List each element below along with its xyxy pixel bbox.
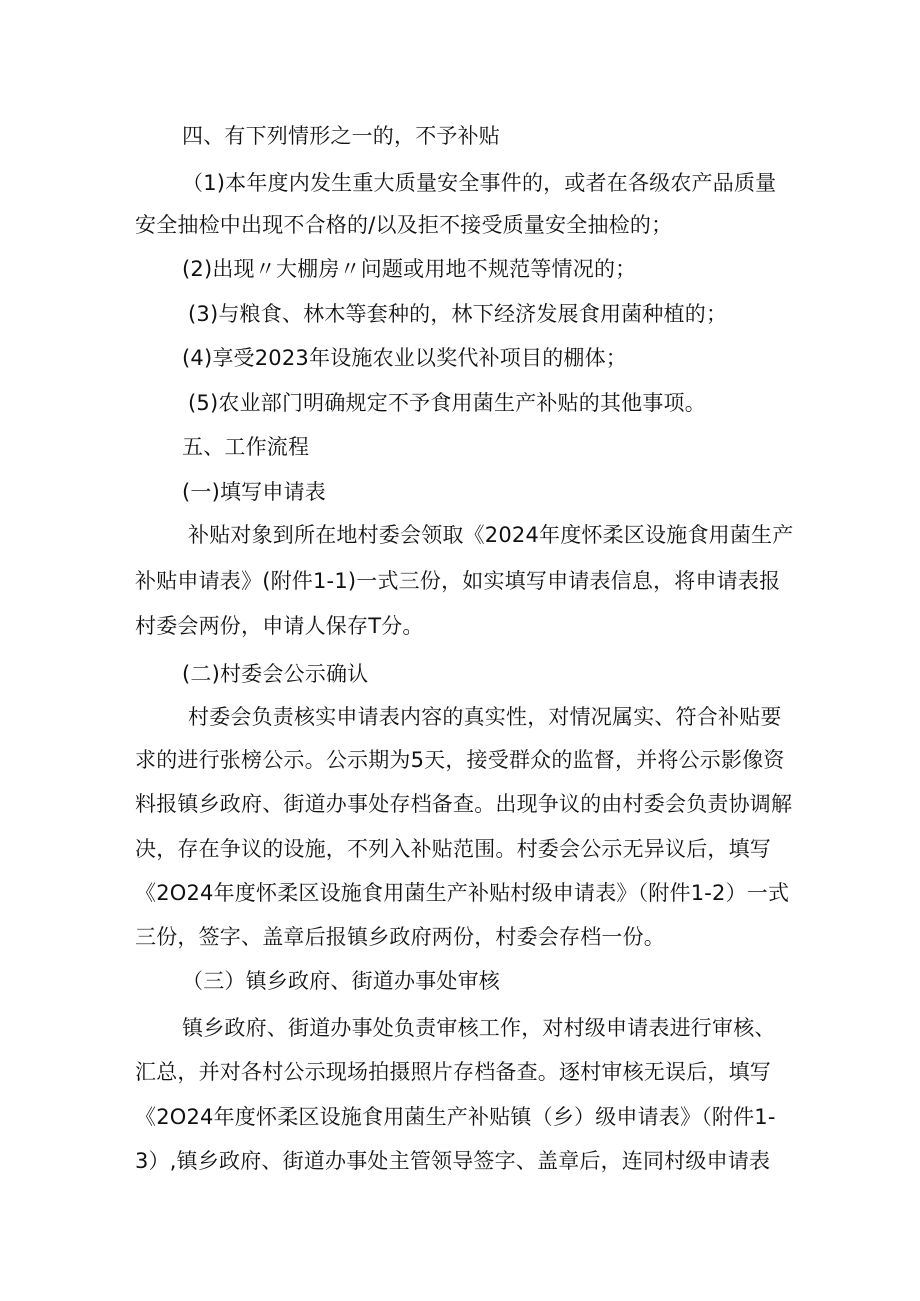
paragraph-line: 安全抽检中出现不合格的/以及拒不接受质量安全抽检的； <box>135 213 673 237</box>
paragraph-line: 料报镇乡政府、街道办事处存档备查。出现争议的由村委会负责协调解 <box>135 792 793 816</box>
paragraph-line: 补贴对象到所在地村委会领取《2024年度怀柔区设施食用菌生产 <box>188 523 794 547</box>
section-heading-4: 四、有下列情形之一的，不予补贴 <box>182 124 500 148</box>
paragraph-line: （1)本年度内发生重大质量安全事件的，或者在各级农产品质量 <box>182 171 777 195</box>
paragraph-line: (4)享受2023年设施农业以奖代补项目的棚体； <box>182 346 627 370</box>
subsection-heading: (二)村委会公示确认 <box>182 662 369 686</box>
paragraph-line: 求的进行张榜公示。公示期为5天，接受群众的监督，并将公示影像资 <box>135 748 785 772</box>
paragraph-line: 决，存在争议的设施，不列入补贴范围。村委会公示无异议后，填写 <box>135 837 771 861</box>
subsection-heading: （三）镇乡政府、街道办事处审核 <box>182 969 500 993</box>
paragraph-line: 《2O24年度怀柔区设施食用菌生产补贴镇（乡）级申请表》（附件1- <box>135 1105 776 1129</box>
paragraph-line: 3）,镇乡政府、街道办事处主管领导签字、盖章后，连同村级申请表 <box>135 1149 771 1173</box>
paragraph-line: 《2O24年度怀柔区设施食用菌生产补贴村级申请表》（附件1-2）一式 <box>135 881 790 905</box>
paragraph-line: 补贴申请表》(附件1-1)一式三份，如实填写申请表信息，将申请表报 <box>135 569 781 593</box>
paragraph-line: (3)与粮食、林木等套种的，林下经济发展食用菌种植的； <box>188 302 728 326</box>
paragraph-line: 镇乡政府、街道办事处负责审核工作，对村级申请表进行审核、 <box>182 1016 776 1040</box>
paragraph-line: (5)农业部门明确规定不予食用菌生产补贴的其他事项。 <box>188 391 706 415</box>
section-heading-5: 五、工作流程 <box>182 435 310 459</box>
subsection-heading: (一)填写申请表 <box>182 480 326 504</box>
paragraph-line: 三份，签字、盖章后报镇乡政府两份，村委会存档一份。 <box>135 925 665 949</box>
paragraph-line: 村委会两份，申请人保存T分。 <box>135 614 424 638</box>
paragraph-line: (2)出现〃大棚房〃问题或用地不规范等情况的； <box>182 257 637 281</box>
paragraph-line: 汇总，并对各村公示现场拍摄照片存档备查。逐村审核无误后，填写 <box>135 1060 771 1084</box>
paragraph-line: 村委会负责核实申请表内容的真实性，对情况属实、符合补贴要 <box>188 705 782 729</box>
